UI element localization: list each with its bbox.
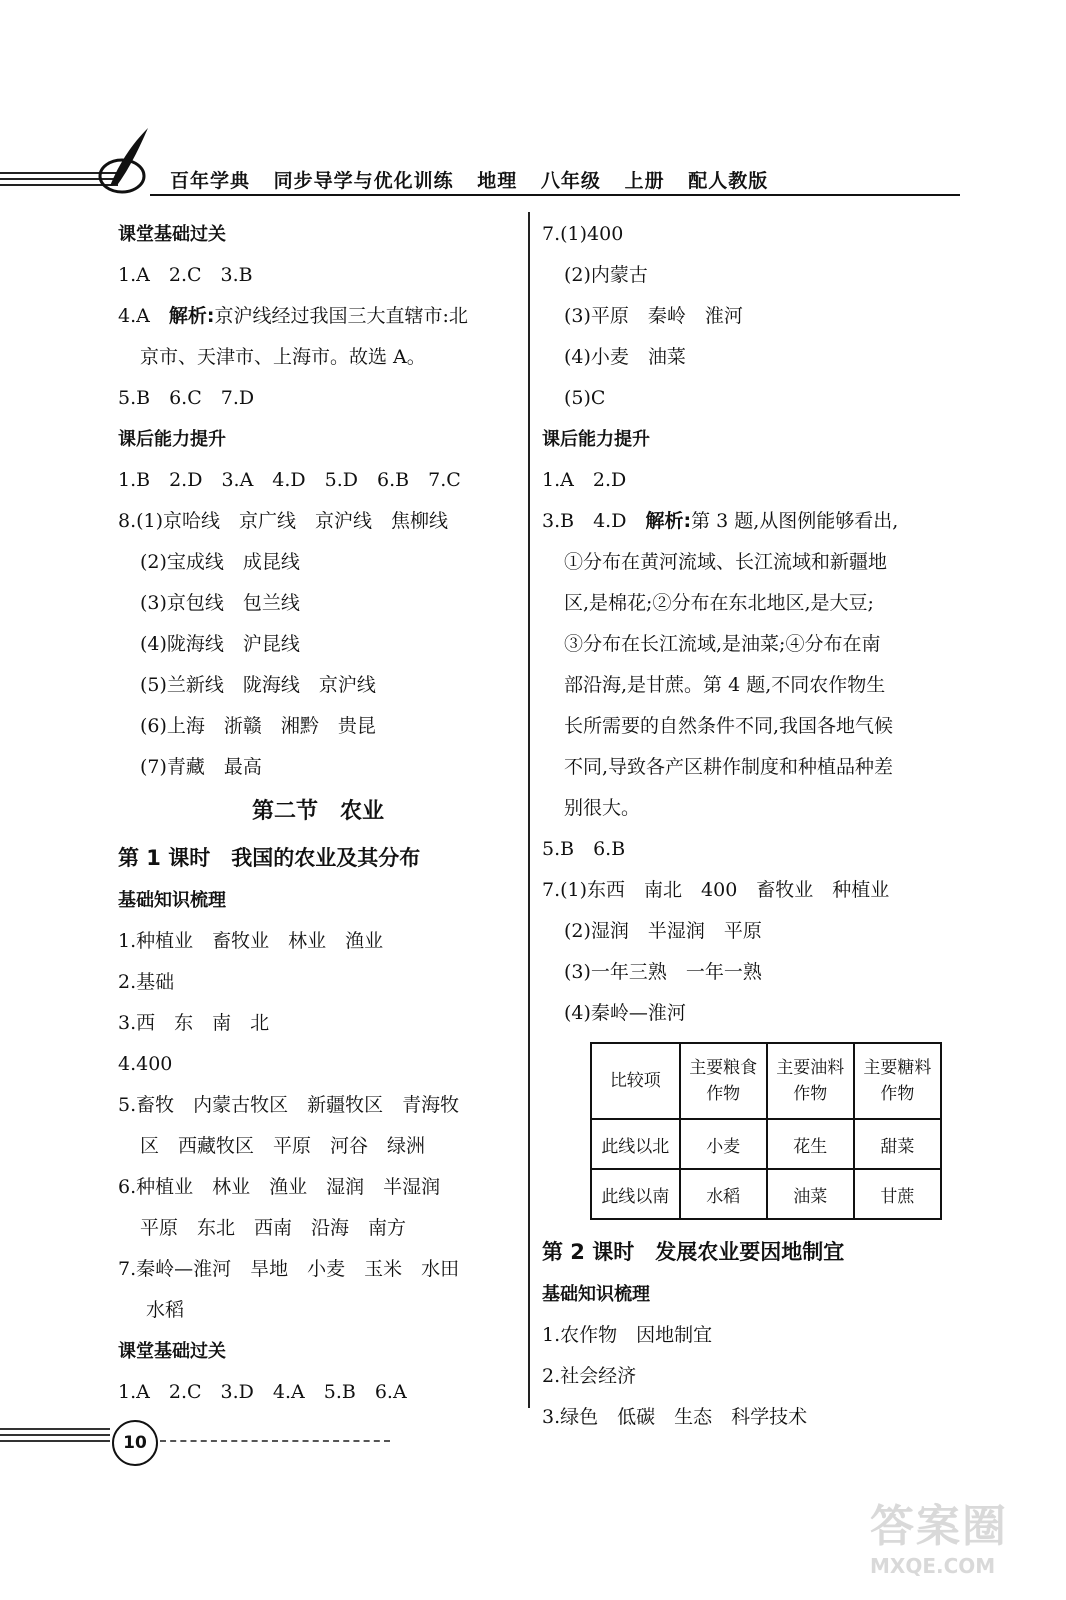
right-column xyxy=(542,214,942,1438)
table-header-cell: 比较项 xyxy=(591,1043,680,1119)
header-edition: 配人教版 xyxy=(688,170,769,192)
answer-line: (5)兰新线 陇海线 京沪线 xyxy=(140,674,376,696)
answer-line: 1.农作物 因地制宜 xyxy=(542,1324,713,1346)
page-number: 10 xyxy=(112,1420,158,1466)
section-heading: 课后能力提升 xyxy=(542,429,650,450)
analysis-text: 第 3 题,从图例能够看出, xyxy=(691,510,899,532)
answer-line: (5)C xyxy=(564,387,606,409)
answer-line: (4)秦岭—淮河 xyxy=(564,1002,686,1024)
watermark-logo: 答案圈 xyxy=(870,1501,1008,1552)
watermark-url: MXQE.COM xyxy=(870,1554,996,1578)
header-subject: 地理 xyxy=(477,170,518,192)
section-heading: 基础知识梳理 xyxy=(118,890,226,911)
answer-line: ③分布在长江流域,是油菜;④分布在南 xyxy=(564,633,881,655)
table-cell: 花生 xyxy=(767,1119,854,1169)
answer-line: 5.畜牧 内蒙古牧区 新疆牧区 青海牧 xyxy=(118,1094,460,1116)
answer-line: 5.B 6.C 7.D xyxy=(118,387,255,409)
answer-line: 别很大。 xyxy=(564,797,641,819)
answer-line: (3)一年三熟 一年一熟 xyxy=(564,961,762,983)
answer-line: 7.(1)400 xyxy=(542,223,624,245)
answer-line: 水稻 xyxy=(146,1299,185,1321)
table-cell: 甘蔗 xyxy=(854,1169,941,1219)
answer-line: (4)陇海线 沪昆线 xyxy=(140,633,300,655)
page-header xyxy=(0,120,1066,200)
answer-line: 部沿海,是甘蔗。第 4 题,不同农作物生 xyxy=(564,674,886,696)
comparison-table xyxy=(590,1042,942,1220)
answer-line xyxy=(118,296,518,337)
answer-line: 京市、天津市、上海市。故选 A。 xyxy=(140,346,426,368)
section-heading: 课堂基础过关 xyxy=(118,1341,226,1362)
table-cell: 油菜 xyxy=(767,1169,854,1219)
answer-line: (2)内蒙古 xyxy=(564,264,648,286)
answer-line: 区,是棉花;②分布在东北地区,是大豆; xyxy=(564,592,874,614)
answer-line: 7.(1)东西 南北 400 畜牧业 种植业 xyxy=(542,879,890,901)
lesson-title: 第 1 课时 我国的农业及其分布 xyxy=(118,846,421,870)
header-rule xyxy=(150,194,960,196)
answer-lead: 3.B 4.D xyxy=(542,510,646,532)
header-series: 同步导学与优化训练 xyxy=(273,170,454,192)
table-row xyxy=(591,1169,941,1219)
answer-line: 长所需要的自然条件不同,我国各地气候 xyxy=(564,715,894,737)
watermark xyxy=(870,1490,1050,1590)
answer-line: (2)湿润 半湿润 平原 xyxy=(564,920,762,942)
answer-line xyxy=(542,501,942,542)
analysis-text: 京沪线经过我国三大直辖市:北 xyxy=(214,305,468,327)
page-footer xyxy=(0,1412,420,1472)
chapter-section-title: 第二节 农业 xyxy=(251,799,384,824)
analysis-label: 解析: xyxy=(168,305,215,327)
answer-line: (3)平原 秦岭 淮河 xyxy=(564,305,743,327)
answer-line: 1.B 2.D 3.A 4.D 5.D 6.B 7.C xyxy=(118,469,461,491)
table-cell: 甜菜 xyxy=(854,1119,941,1169)
quill-logo-icon xyxy=(96,126,156,196)
header-volume: 上册 xyxy=(624,170,665,192)
section-heading: 基础知识梳理 xyxy=(542,1284,650,1305)
header-title xyxy=(170,166,784,193)
table-row xyxy=(591,1119,941,1169)
answer-line: 1.A 2.C 3.B xyxy=(118,264,253,286)
column-divider xyxy=(528,212,530,1408)
answer-line: (3)京包线 包兰线 xyxy=(140,592,300,614)
answer-line: (4)小麦 油菜 xyxy=(564,346,686,368)
table-cell: 此线以南 xyxy=(591,1169,680,1219)
answer-line: (2)宝成线 成昆线 xyxy=(140,551,300,573)
answer-line: 4.400 xyxy=(118,1053,173,1075)
table-cell: 小麦 xyxy=(680,1119,767,1169)
answer-line: (7)青藏 最高 xyxy=(140,756,262,778)
section-heading: 课堂基础过关 xyxy=(118,224,226,245)
footer-decoration-lines xyxy=(0,1428,110,1446)
answer-line: 5.B 6.B xyxy=(542,838,626,860)
table-cell: 此线以北 xyxy=(591,1119,680,1169)
answer-line: 2.社会经济 xyxy=(542,1365,637,1387)
footer-dashed-line xyxy=(160,1440,390,1442)
answer-lead: 4.A xyxy=(118,305,169,327)
answer-line: 3.西 东 南 北 xyxy=(118,1012,270,1034)
answer-line: 1.A 2.D xyxy=(542,469,627,491)
table-header-cell: 主要糖料作物 xyxy=(854,1043,941,1119)
lesson-title: 第 2 课时 发展农业要因地制宜 xyxy=(542,1240,845,1264)
answer-line: 区 西藏牧区 平原 河谷 绿洲 xyxy=(140,1135,426,1157)
answer-line: 1.种植业 畜牧业 林业 渔业 xyxy=(118,930,384,952)
answer-line: 2.基础 xyxy=(118,971,175,993)
table-cell: 水稻 xyxy=(680,1169,767,1219)
answer-line: 3.绿色 低碳 生态 科学技术 xyxy=(542,1406,808,1428)
answer-line: 8.(1)京哈线 京广线 京沪线 焦柳线 xyxy=(118,510,449,532)
left-column xyxy=(118,214,518,1413)
analysis-label: 解析: xyxy=(645,510,692,532)
header-grade: 八年级 xyxy=(540,170,601,192)
answer-line: (6)上海 浙赣 湘黔 贵昆 xyxy=(140,715,376,737)
answer-line: 6.种植业 林业 渔业 湿润 半湿润 xyxy=(118,1176,441,1198)
table-header-cell: 主要粮食作物 xyxy=(680,1043,767,1119)
table-header-row xyxy=(591,1043,941,1119)
header-brand: 百年学典 xyxy=(170,170,251,192)
answer-line: 7.秦岭—淮河 旱地 小麦 玉米 水田 xyxy=(118,1258,460,1280)
answer-line: ①分布在黄河流域、长江流域和新疆地 xyxy=(564,551,888,573)
answer-line: 平原 东北 西南 沿海 南方 xyxy=(140,1217,407,1239)
table-header-cell: 主要油料作物 xyxy=(767,1043,854,1119)
answer-line: 不同,导致各产区耕作制度和种植品种差 xyxy=(564,756,894,778)
section-heading: 课后能力提升 xyxy=(118,429,226,450)
answer-line: 1.A 2.C 3.D 4.A 5.B 6.A xyxy=(118,1381,407,1403)
